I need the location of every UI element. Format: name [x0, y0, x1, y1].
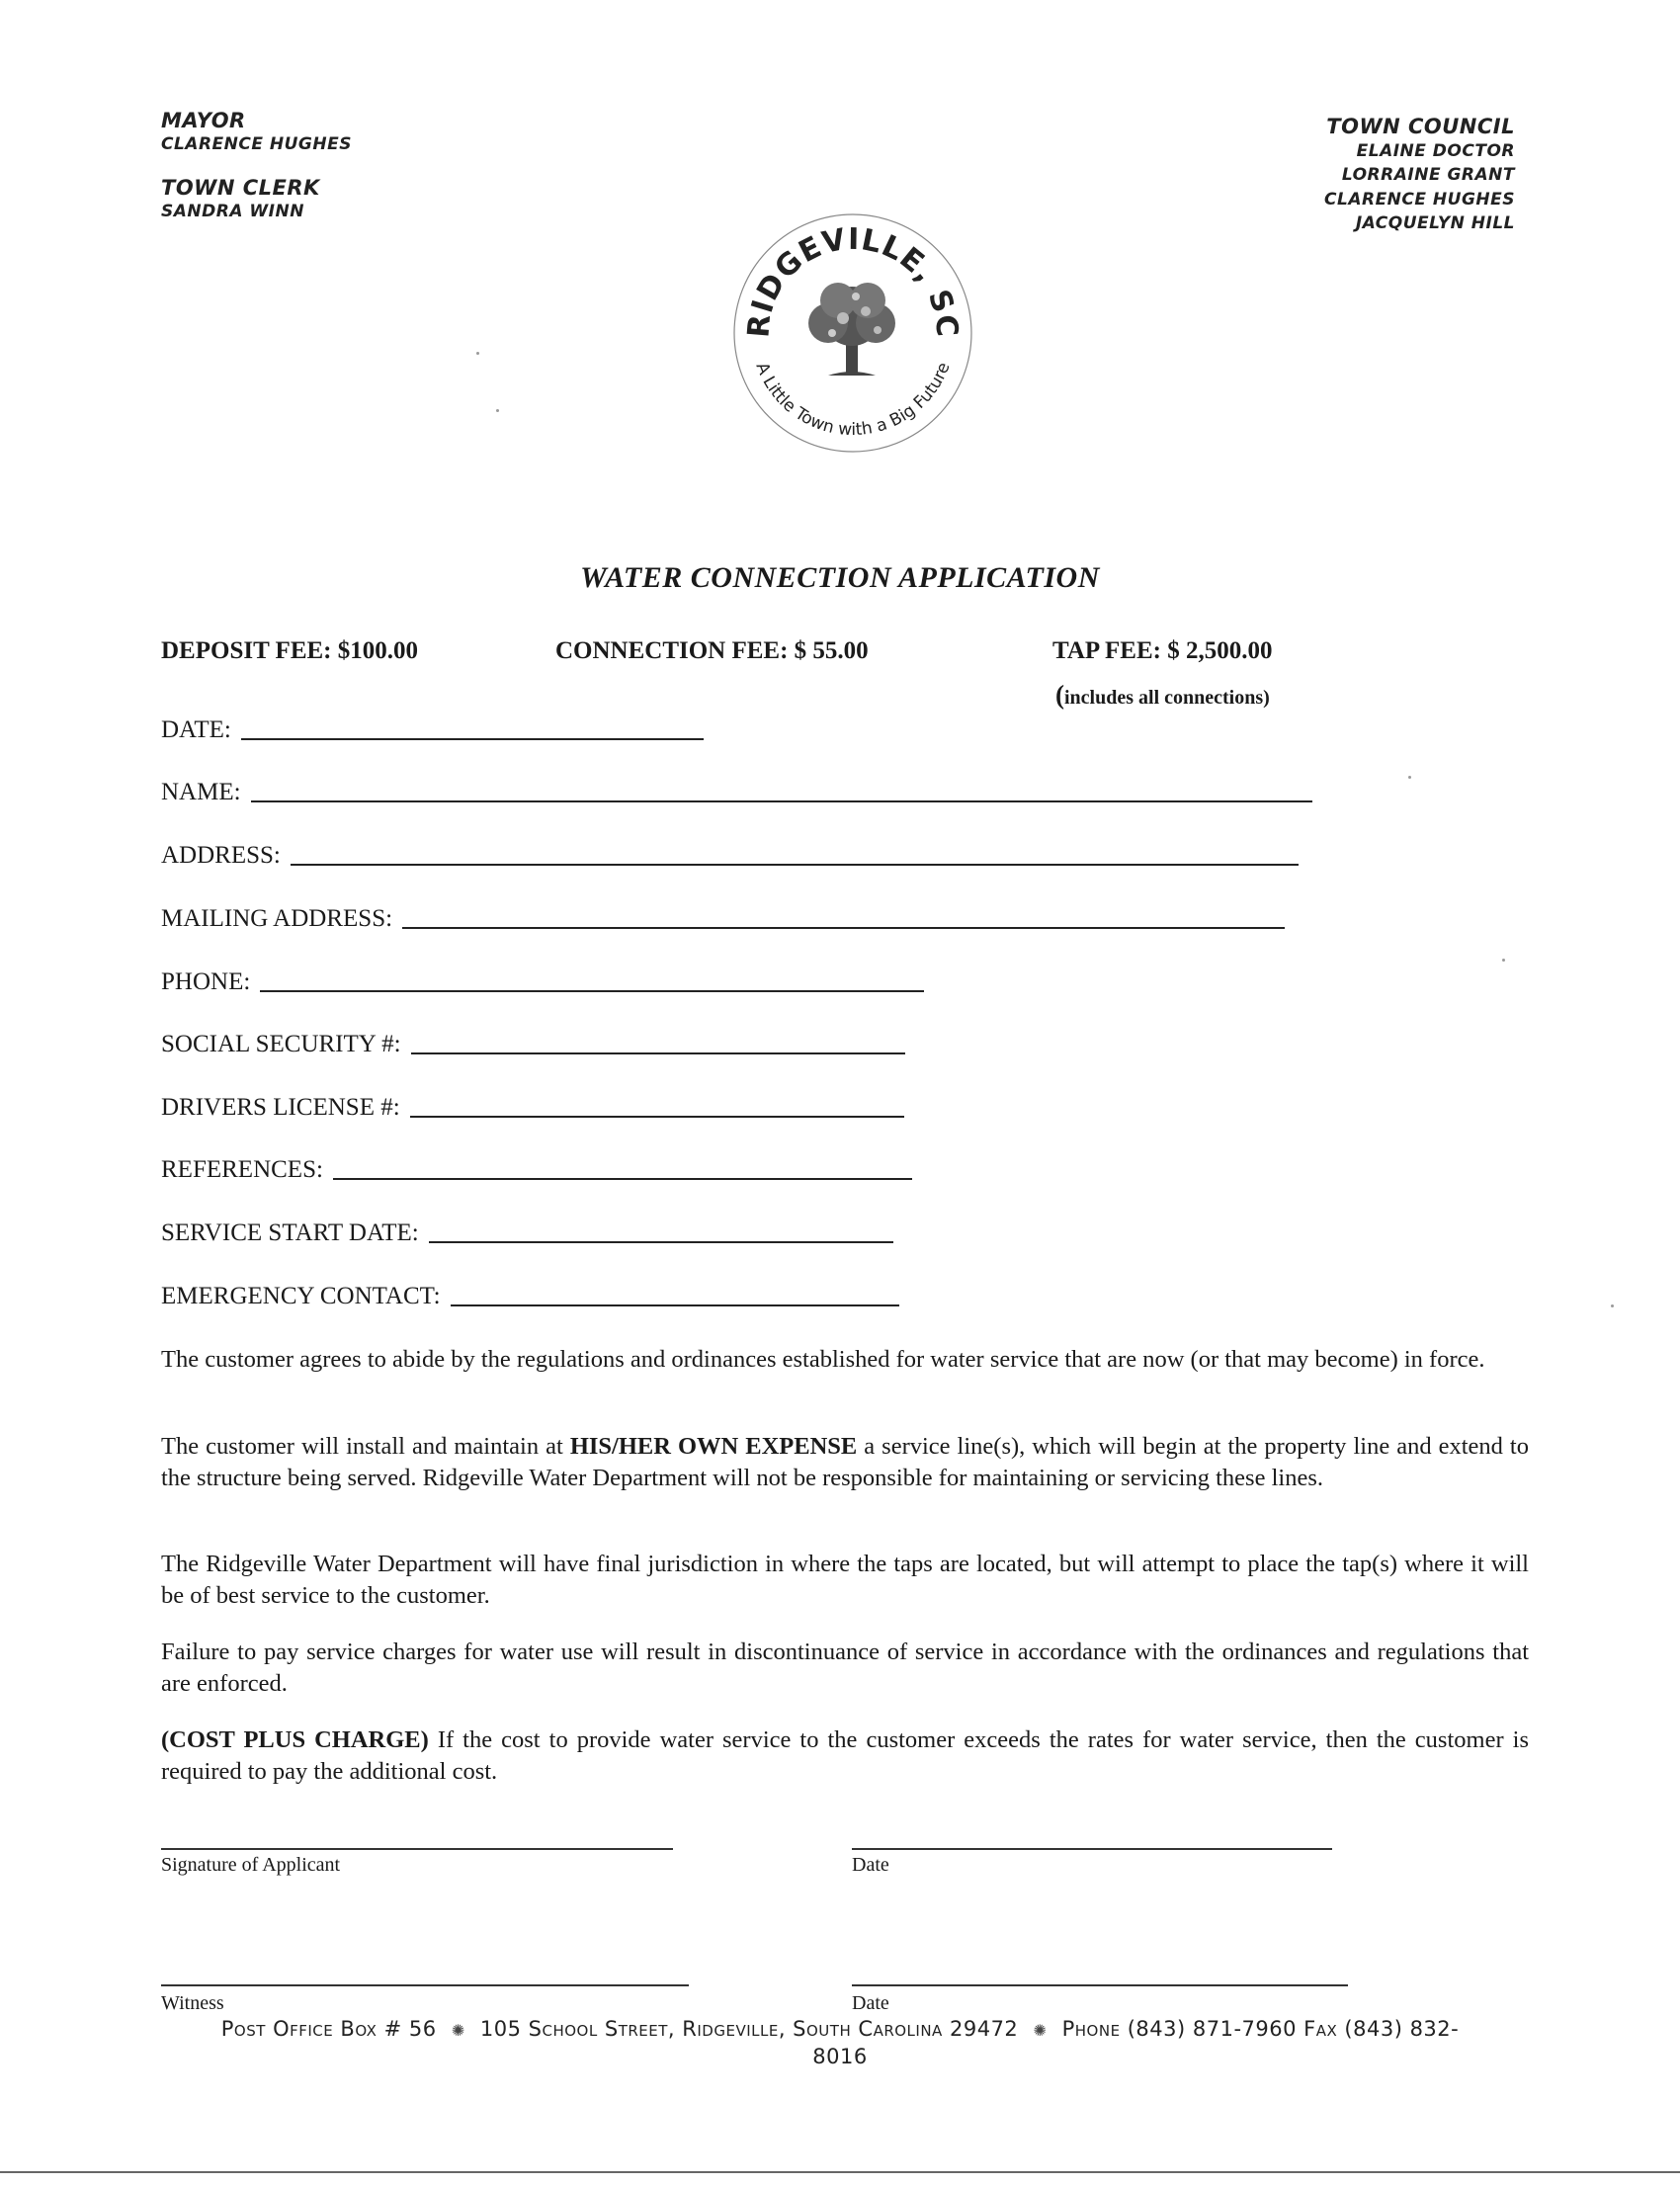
- date-field[interactable]: [161, 711, 704, 744]
- terms-paragraph-2: [161, 1431, 1529, 1494]
- applicant-date-line[interactable]: [852, 1848, 1332, 1850]
- footer-address: [59, 2016, 1621, 2070]
- clerk-name: SANDRA WINN: [161, 202, 304, 221]
- footer-phone-continued: 8016: [812, 2045, 868, 2068]
- field-line[interactable]: [451, 1304, 899, 1306]
- field-line[interactable]: [260, 990, 924, 992]
- paragraph-text: The customer will install and maintain at: [161, 1433, 570, 1460]
- field-label: SOCIAL SECURITY #:: [161, 1031, 401, 1057]
- mayor-title: MAYOR: [161, 109, 246, 132]
- council-member: CLARENCE HUGHES: [1324, 189, 1515, 210]
- scan-speck: [1408, 776, 1411, 779]
- clerk-title: TOWN CLERK: [161, 176, 320, 200]
- social-security-field[interactable]: [161, 1025, 905, 1058]
- field-label: EMERGENCY CONTACT:: [161, 1283, 441, 1309]
- applicant-signature-line[interactable]: [161, 1848, 673, 1850]
- town-seal: [729, 210, 976, 457]
- applicant-date-label: Date: [852, 1854, 889, 1876]
- field-label: MAILING ADDRESS:: [161, 905, 393, 932]
- paragraph-emphasis: (COST PLUS CHARGE): [161, 1726, 429, 1753]
- connection-fee: CONNECTION FEE: $ 55.00: [555, 637, 869, 664]
- mailing-address-field[interactable]: [161, 899, 1285, 933]
- page-bottom-rule: [0, 2171, 1680, 2173]
- name-field[interactable]: [161, 773, 1312, 806]
- field-line[interactable]: [429, 1241, 893, 1243]
- footer-street: 105 School Street, Ridgeville, South Carolina 29472: [479, 2017, 1019, 2041]
- seal-top-text: RIDGEVILLE, SC: [741, 221, 965, 339]
- bullet-icon: ✺: [1033, 2021, 1048, 2040]
- council-member: LORRAINE GRANT: [1341, 165, 1515, 185]
- witness-date-line[interactable]: [852, 1984, 1348, 1986]
- tap-fee-note-text: includes all connections: [1064, 687, 1264, 709]
- footer-phone: Phone (843) 871-7960 Fax (843) 832-: [1061, 2017, 1460, 2041]
- field-label: PHONE:: [161, 968, 251, 995]
- field-label: DATE:: [161, 716, 231, 743]
- scan-speck: [496, 409, 499, 412]
- council-title: TOWN COUNCIL: [1326, 115, 1515, 138]
- service-start-date-field[interactable]: [161, 1214, 893, 1247]
- field-line[interactable]: [251, 800, 1312, 802]
- seal-bottom-text: A Little Town with a Big Future: [751, 359, 955, 441]
- deposit-fee: DEPOSIT FEE: $100.00: [161, 637, 418, 664]
- field-line[interactable]: [411, 1052, 905, 1054]
- footer-po-box: Post Office Box # 56: [220, 2017, 437, 2041]
- field-line[interactable]: [291, 864, 1299, 866]
- field-line[interactable]: [410, 1116, 904, 1118]
- officials-left: [161, 109, 352, 243]
- scan-speck: [476, 352, 479, 355]
- applicant-signature-label: Signature of Applicant: [161, 1854, 341, 1876]
- witness-signature-label: Witness: [161, 1992, 224, 2014]
- paragraph-text: a service line(s), which will begin at the property line and extend to the structure being served. Ridgeville Water Department will not be responsible for maintaining or servicing these lines.: [161, 1433, 1529, 1491]
- field-label: ADDRESS:: [161, 842, 281, 869]
- council-member: JACQUELYN HILL: [1355, 213, 1515, 233]
- mayor-name: CLARENCE HUGHES: [161, 134, 352, 154]
- page-title: WATER CONNECTION APPLICATION: [580, 561, 1100, 594]
- paragraph-emphasis: HIS/HER OWN EXPENSE: [569, 1433, 858, 1460]
- terms-paragraph-3: The Ridgeville Water Department will have final jurisdiction in where the taps are located, but will attempt to place the tap(s) where it will be of best service to the customer.: [161, 1551, 1529, 1609]
- field-line[interactable]: [402, 927, 1285, 929]
- terms-paragraph-5: [161, 1724, 1529, 1788]
- witness-signature-line[interactable]: [161, 1984, 689, 1986]
- terms-paragraph-4: Failure to pay service charges for water use will result in discontinuance of service in accordance with the ordinances and regulations that are enforced.: [161, 1639, 1529, 1697]
- field-label: SERVICE START DATE:: [161, 1219, 419, 1246]
- tap-fee: TAP FEE: $ 2,500.00: [1052, 637, 1273, 664]
- witness-date-label: Date: [852, 1992, 889, 2014]
- bullet-icon: ✺: [451, 2021, 465, 2040]
- tree-icon: [808, 283, 895, 376]
- council-member: ELAINE DOCTOR: [1356, 140, 1515, 161]
- scan-speck: [1502, 959, 1505, 962]
- town-council: [1324, 115, 1515, 236]
- field-label: NAME:: [161, 779, 241, 805]
- references-field[interactable]: [161, 1150, 912, 1184]
- field-line[interactable]: [241, 738, 704, 740]
- emergency-contact-field[interactable]: [161, 1277, 899, 1310]
- tap-fee-note: (includes all connections): [1055, 680, 1270, 710]
- terms-paragraph-1: The customer agrees to abide by the regulations and ordinances established for water service that are now (or that may become) in force.: [161, 1346, 1485, 1373]
- field-label: REFERENCES:: [161, 1156, 323, 1183]
- drivers-license-field[interactable]: [161, 1088, 904, 1122]
- field-label: DRIVERS LICENSE #:: [161, 1094, 400, 1121]
- field-line[interactable]: [333, 1178, 912, 1180]
- paragraph-text: If the cost to provide water service to the customer exceeds the rates for water service, then the customer is required to pay the additional cost.: [161, 1726, 1529, 1785]
- address-field[interactable]: [161, 836, 1299, 870]
- phone-field[interactable]: [161, 963, 924, 996]
- scan-speck: [1611, 1304, 1614, 1307]
